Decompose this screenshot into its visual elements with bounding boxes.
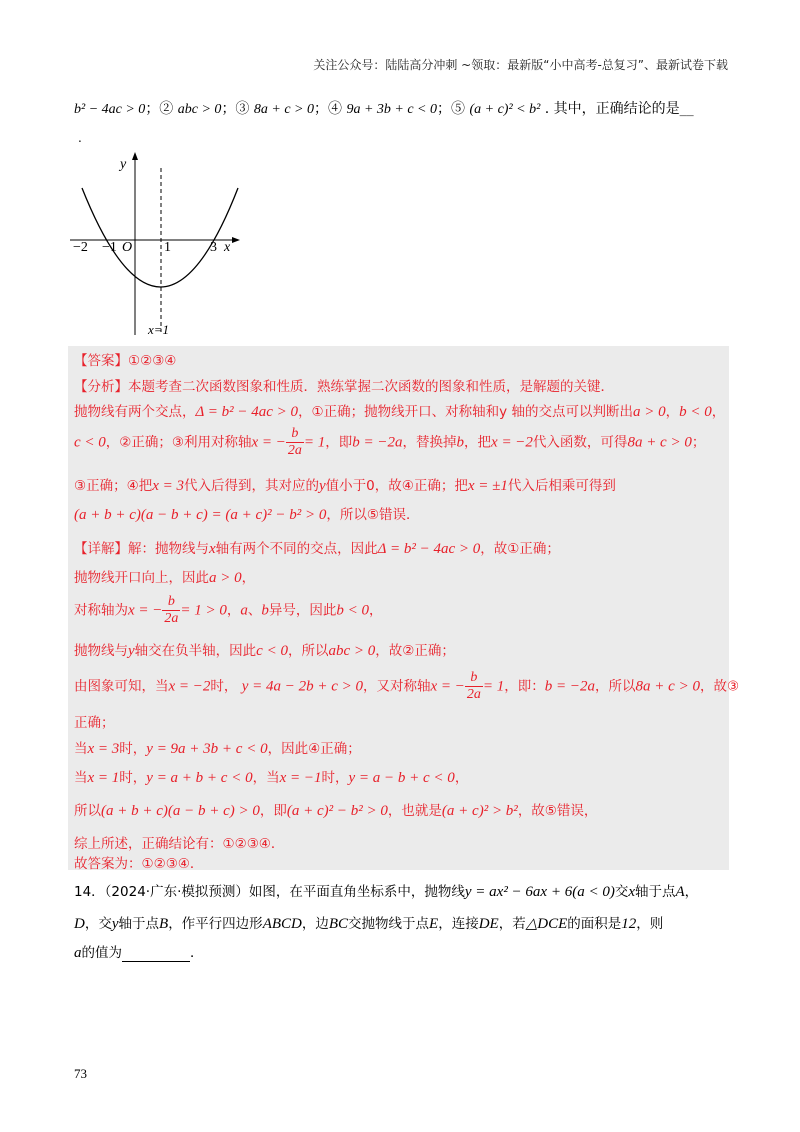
detail-line-5: 由图象可知，当x = −2时， y = 4a − 2b + c > 0，又对称轴x = − $\frac{b}{2a}$ = 1，即：b = −2a，所以8a + c > 0，故③ bbox=[74, 670, 740, 702]
question-14-line-3: a的值为 ． bbox=[74, 945, 204, 961]
tick-neg1: −1 bbox=[102, 240, 117, 255]
parabola-graph bbox=[68, 150, 248, 340]
condition-4: 9a + 3b + c < 0 bbox=[346, 102, 438, 117]
analysis-line-5: (a + b + c)(a − b + c) = (a + c)² − b² > 0，所以⑤错误． bbox=[74, 507, 420, 523]
final-answer-line: 故答案为：①②③④． bbox=[74, 856, 204, 872]
x-axis-label: x bbox=[224, 240, 231, 255]
answer-blank bbox=[122, 947, 190, 962]
question-14-line-2: D，交y轴于点B，作平行四边形ABCD，边BC交抛物线于点E，连接DE，若△DCE的面积是12，则 bbox=[74, 916, 664, 932]
question-conditions: b² − 4ac > 0；② abc > 0；③ 8a + c > 0；④ 9a + 3b + c < 0；⑤ (a + c)² < b² . 其中，正确结论的是__ bbox=[74, 101, 694, 117]
answer-line: 【答案】①②③④ bbox=[74, 353, 177, 369]
tick-3: 3 bbox=[210, 240, 217, 255]
detail-line-3: 对称轴为x = − $\frac{b}{2a}$ = 1 > 0，a、b异号，因此b < 0， bbox=[74, 594, 383, 626]
question-tail: . 其中，正确结论的是__ bbox=[544, 101, 694, 117]
question-14-line-1: 14．（2024·广东·模拟预测）如图，在平面直角坐标系中，抛物线y = ax² − 6ax + 6(a < 0)交x轴于点A， bbox=[74, 884, 699, 900]
origin-label: O bbox=[122, 240, 133, 255]
stray-dot: . bbox=[78, 131, 82, 145]
symmetry-axis-label: x=1 bbox=[148, 322, 170, 337]
condition-5: (a + c)² < b² bbox=[469, 102, 541, 117]
detail-line-6: 正确； bbox=[74, 715, 115, 731]
detail-line-8: 当x = 1时，y = a + b + c < 0，当x = −1时，y = a − b + c < 0， bbox=[74, 770, 469, 786]
condition-3: 8a + c > 0 bbox=[253, 102, 314, 117]
analysis-line-2: 抛物线有两个交点，Δ = b² − 4ac > 0，①正确；抛物线开口、对称轴和y 轴的交点可以判断出a > 0，b < 0， bbox=[74, 404, 726, 420]
y-axis-arrow bbox=[132, 152, 138, 160]
y-axis-label: y bbox=[120, 157, 127, 172]
page-number: 73 bbox=[74, 1066, 87, 1081]
detail-line-9: 所以(a + b + c)(a − b + c) > 0，即(a + c)² − b² > 0，也就是(a + c)² > b²，故⑤错误， bbox=[74, 803, 598, 819]
analysis-line: 【分析】本题考查二次函数图象和性质．熟练掌握二次函数的图象和性质，是解题的关键． bbox=[74, 379, 614, 395]
detail-line-7: 当x = 3时，y = 9a + 3b + c < 0，因此④正确； bbox=[74, 741, 361, 757]
x-axis-arrow bbox=[232, 237, 240, 243]
tick-1: 1 bbox=[164, 240, 171, 255]
detail-line-2: 抛物线开口向上，因此a > 0， bbox=[74, 570, 256, 586]
detail-line-4: 抛物线与y轴交在负半轴，因此c < 0，所以abc > 0，故②正确； bbox=[74, 643, 455, 659]
tick-neg2: −2 bbox=[73, 240, 88, 255]
analysis-line-4: ③正确；④把x = 3代入后得到，其对应的y值小于0，故④正确；把x = ±1代入后相乘可得到 bbox=[74, 478, 616, 494]
parabola-curve bbox=[82, 188, 238, 287]
condition-2: abc > 0 bbox=[177, 102, 222, 117]
page-header: 关注公众号：陆陆高分冲刺 ~领取：最新版“小中高考-总复习”、最新试卷下载 bbox=[313, 58, 728, 72]
summary-line: 综上所述，正确结论有：①②③④． bbox=[74, 836, 285, 852]
analysis-line-3: c < 0，②正确；③利用对称轴x = − $\frac{b}{2a}$ = 1，即b = −2a，替换掉b，把x = −2代入函数，可得8a + c > 0； bbox=[74, 426, 706, 458]
condition-1: b² − 4ac > 0 bbox=[74, 102, 146, 117]
detail-line-1: 【详解】解：抛物线与x轴有两个不同的交点，因此Δ = b² − 4ac > 0，故①正确； bbox=[74, 541, 560, 557]
